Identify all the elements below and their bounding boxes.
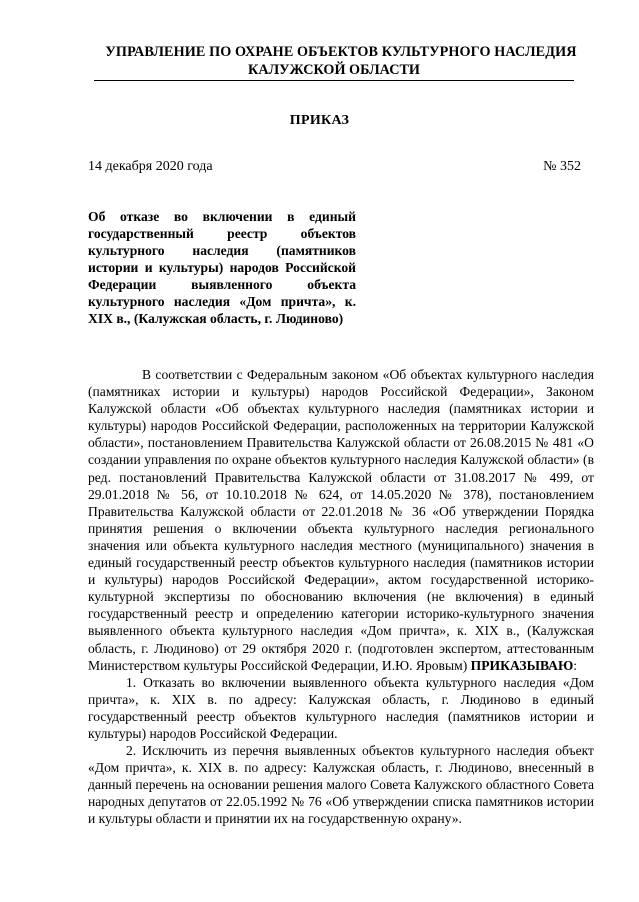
agency-name-line1: УПРАВЛЕНИЕ ПО ОХРАНЕ ОБЪЕКТОВ КУЛЬТУРНОГО НАСЛЕДИЯ	[105, 44, 577, 60]
preamble-text: В соответствии с Федеральным законом «Об объектах культурного наследия (памятниках истории и культуры) народов Российской Федерации», Законом Калужской области «Об объектах культурного наследия (памятниках истории и культуры) народов Российской Федерации, расположенных на территории Калужской области», постановлением Правительства Калужской области от 26.08.2015 № 481 «О создании управления по охране объектов культурного наследия Калужской области» (в ред. постановлений Правительства Калужской области от 31.08.2017 № 499, от 29.01.2018 № 56, от 10.10.2018 № 624, от 14.05.2020 № 378), постановлением Правительства Калужской области от 22.01.2018 № 36 «Об утверждении Порядка принятия решения о включении объекта культурного наследия регионального значения или объекта культурного наследия местного (муниципального) значения в единый государственный реестр объектов культурного наследия (памятников истории и культуры) народов Российской Федерации», актом государственной историко-культурной экспертизы по обоснованию включения (не включения) в единый государственный реестр и определению категории историко-культурного значения выявленного объекта культурного наследия «Дом причта», к. XIX в., (Калужская область, г. Людиново) от 29 октября 2020 г. (подготовлен экспертом, аттестованным Министерством культуры Российской Федерации, И.Ю. Яровым)	[88, 367, 594, 673]
order-subject: Об отказе во включении в единый государственный реестр объектов культурного наследия (памятников истории и культуры) народов Российской Федерации выявленного объекта культурного наследия «Дом причта», к. XIX в., (Калужская область, г. Людиново)	[88, 209, 356, 326]
order-keyword-colon: :	[573, 657, 578, 673]
order-number: № 352	[543, 159, 581, 174]
order-date: 14 декабря 2020 года	[88, 159, 213, 174]
order-body	[88, 366, 594, 828]
order-item-1: 1. Отказать во включении выявленного объекта культурного наследия «Дом причта», к. XIX в. по адресу: Калужская область, г. Людиново в единый государственный реестр объектов культурного наследия (памятников истории и культуры) народов Российской Федерации.	[88, 674, 594, 741]
order-item-2: 2. Исключить из перечня выявленных объектов культурного наследия объект «Дом причта», к. XIX в. по адресу: Калужская область, г. Людиново, внесенный в данный перечень на основании решения малого Совета Калужского областного Совета народных депутатов от 22.05.1992 № 76 «Об утверждении списка памятников истории и культуры области и принятии их на государственную охрану».	[88, 743, 594, 827]
order-keyword: ПРИКАЗЫВАЮ	[470, 657, 574, 673]
preamble-paragraph	[88, 366, 594, 674]
order-title: ПРИКАЗ	[289, 113, 350, 128]
agency-name-line2: КАЛУЖСКОЙ ОБЛАСТИ	[94, 62, 574, 81]
